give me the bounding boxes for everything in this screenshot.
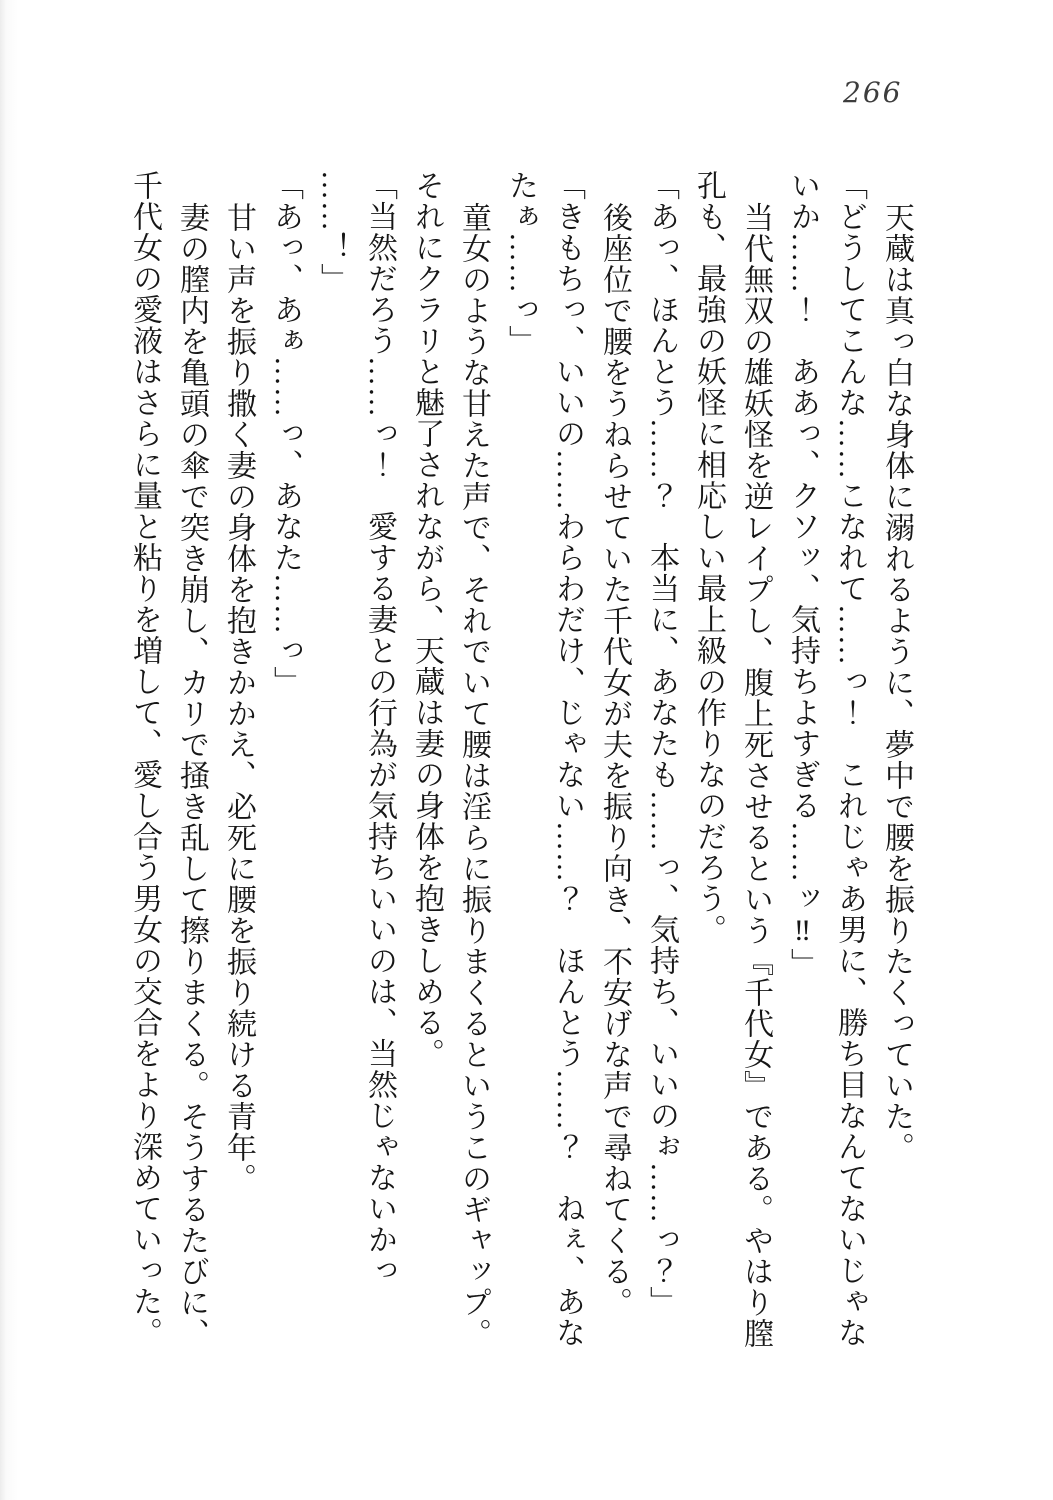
text-column-10: 童女のような甘えた声で、それでいて腰は淫らに振りまくるというこのギャップ。: [457, 202, 490, 1349]
text-column-7: 後座位で腰をうねらせていた千代女が夫を振り向き、不安げな声で尋ねてくる。: [598, 202, 631, 1318]
text-column-8: 「きもちっ、いいの……わらわだけ、じゃない……？ ほんとう……？ ねぇ、あな: [551, 170, 584, 1348]
text-column-16: 妻の膣内を亀頭の傘で突き崩し、カリで掻き乱して擦りまくる。そうするたびに、: [175, 202, 208, 1349]
text-column-14: 「あっ、あぁ……っ、あなた……っ」: [269, 170, 302, 697]
text-column-13: ……！」: [316, 170, 349, 294]
vertical-text-block: [121, 170, 920, 1358]
text-column-6: 「あっ、ほんとう……？ 本当に、あなたも……っ、気持ち、いいのぉ……っ？」: [645, 170, 678, 1317]
text-column-12: 「当然だろう……っ！ 愛する妻との行為が気持ちいいのは、当然じゃないかっ: [363, 170, 396, 1286]
text-column-9: たぁ……っ」: [504, 170, 537, 356]
text-column-3: いか……！ ああっ、クソッ、気持ちよすぎる……ッ‼」: [786, 170, 819, 979]
text-column-17: 千代女の愛液はさらに量と粘りを増して、愛し合う男女の交合をより深めていった。: [128, 170, 161, 1348]
text-column-2: 「どうしてこんな……こなれて……っ！ これじゃあ男に、勝ち目なんてないじゃな: [833, 170, 866, 1348]
text-column-15: 甘い声を振り撒く妻の身体を抱きかかえ、必死に腰を振り続ける青年。: [222, 202, 255, 1194]
text-column-1: 天蔵は真っ白な身体に溺れるように、夢中で腰を振りたくっていた。: [880, 202, 913, 1163]
page-number: 266: [843, 76, 903, 109]
text-column-5: 孔も、最強の妖怪に相応しい最上級の作りなのだろう。: [692, 170, 725, 945]
text-column-11: それにクラリと魅了されながら、天蔵は妻の身体を抱きしめる。: [410, 170, 443, 1069]
text-column-4: 当代無双の雄妖怪を逆レイプし、腹上死させるという『千代女』である。やはり膣: [739, 202, 772, 1349]
